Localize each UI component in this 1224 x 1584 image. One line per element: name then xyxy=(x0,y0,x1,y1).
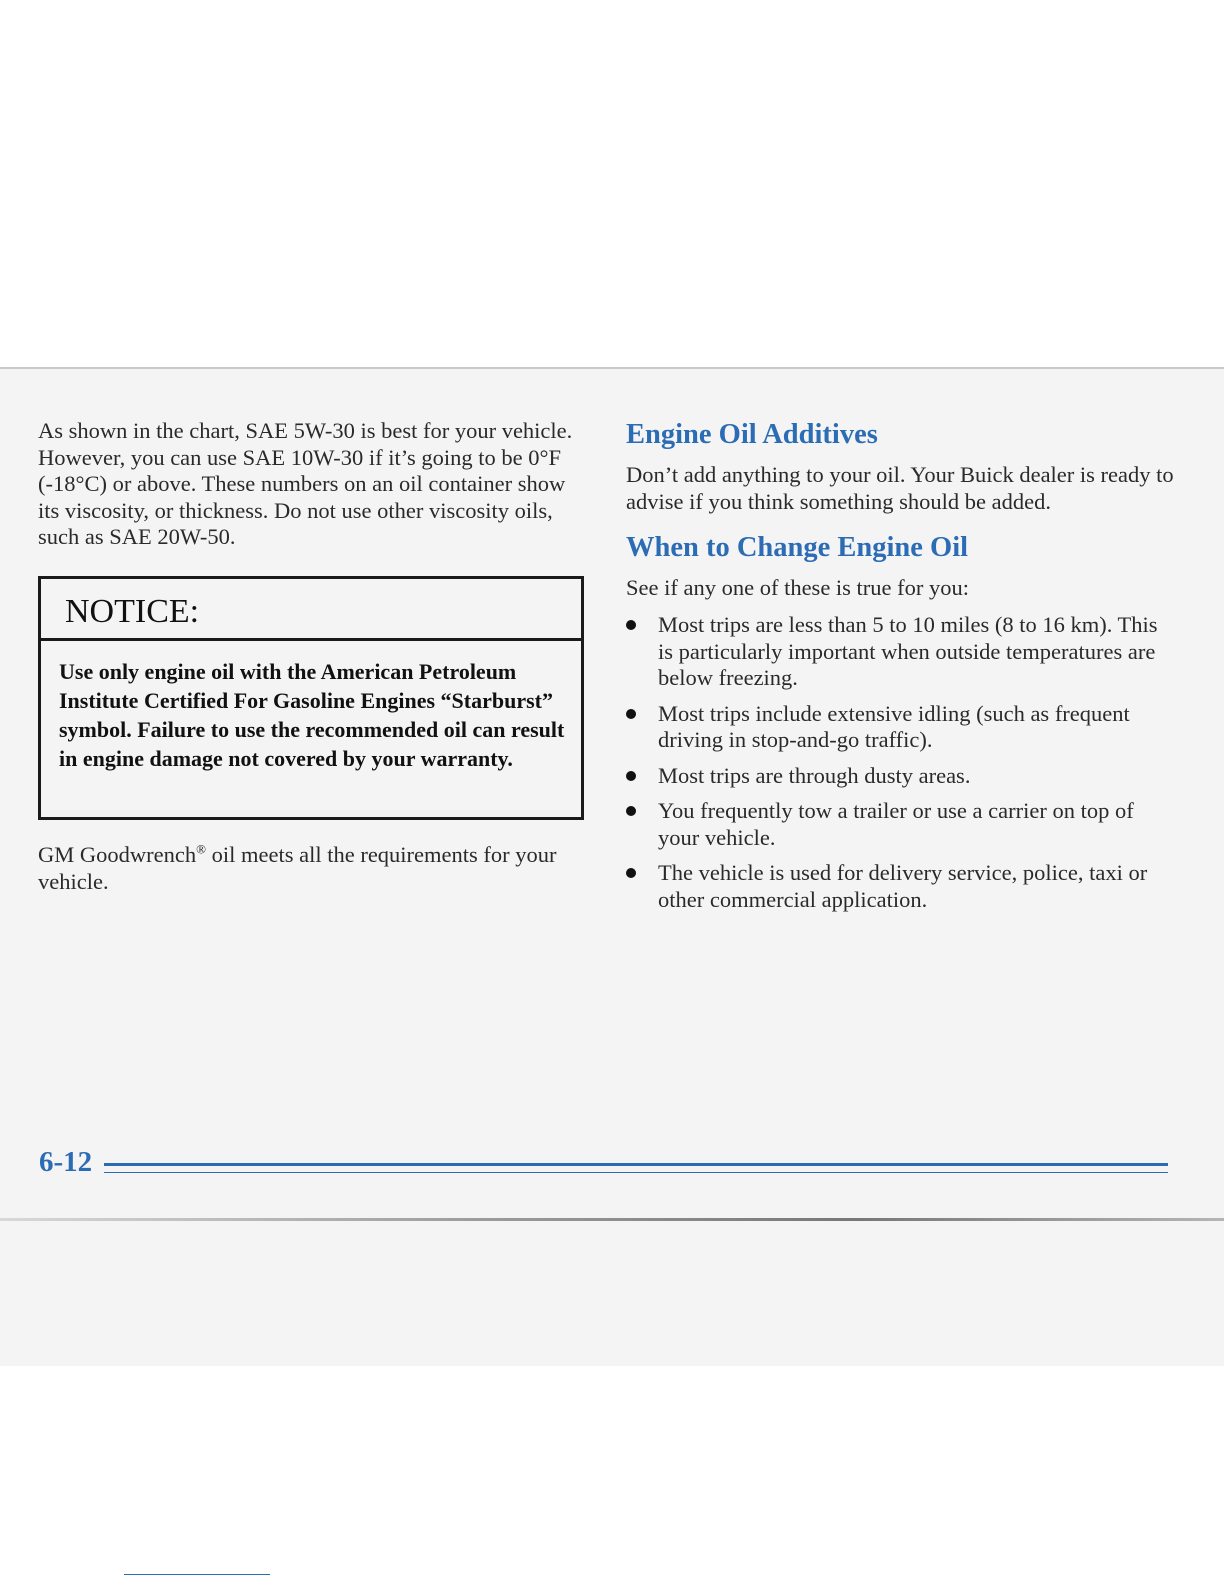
registered-mark: ® xyxy=(196,841,206,857)
footer-rule-thin xyxy=(104,1172,1168,1173)
list-item xyxy=(626,860,1171,913)
change-oil-intro: See if any one of these is true for you: xyxy=(626,575,970,600)
list-item-text: You frequently tow a trailer or use a carrier on top of your vehicle. xyxy=(658,798,1134,850)
list-item xyxy=(626,798,1171,851)
bottom-divider xyxy=(0,1218,1224,1221)
goodwrench-text-start: GM Goodwrench xyxy=(38,842,197,867)
top-divider xyxy=(0,367,1224,369)
page-number: 6-12 xyxy=(39,1146,93,1178)
additives-paragraph: Don’t add anything to your oil. Your Buick dealer is ready to advise if you think something should be added. xyxy=(626,462,1174,514)
intro-paragraph: As shown in the chart, SAE 5W-30 is best for your vehicle. However, you can use SAE 10W-30 if it’s going to be 0°F (-18°C) or above. These numbers on an oil container show its viscosity, or thickness. Do not use other viscosity oils, such as SAE 20W-50. xyxy=(38,418,573,549)
left-column xyxy=(38,418,588,551)
goodwrench-text-end: oil meets all the requirements for your vehicle. xyxy=(38,842,557,894)
footer-rule xyxy=(104,1163,1168,1166)
list-item xyxy=(626,763,1171,790)
list-item-text: The vehicle is used for delivery service, police, taxi or other commercial application. xyxy=(658,860,1148,912)
list-item-text: Most trips are less than 5 to 10 miles (8 to 16 km). This is particularly important when outside temperatures are below freezing. xyxy=(658,612,1158,690)
bullet-icon xyxy=(626,709,636,719)
bullet-icon xyxy=(626,806,636,816)
bottom-margin-rule xyxy=(124,1574,270,1575)
additives-heading: Engine Oil Additives xyxy=(626,419,878,450)
list-item-text: Most trips are through dusty areas. xyxy=(658,762,971,788)
notice-body: Use only engine oil with the American Petroleum Institute Certified For Gasoline Engines “Starburst” symbol. Failure to use the recommended oil can result in engine damage not covered by your warranty. xyxy=(59,659,565,771)
bullet-icon xyxy=(626,771,636,781)
goodwrench-paragraph xyxy=(38,842,588,895)
list-item xyxy=(626,612,1171,692)
change-oil-heading: When to Change Engine Oil xyxy=(626,532,969,563)
notice-box xyxy=(38,576,584,820)
bullet-icon xyxy=(626,868,636,878)
bullet-icon xyxy=(626,620,636,630)
list-item xyxy=(626,701,1171,754)
notice-title: NOTICE: xyxy=(41,579,581,641)
change-conditions-list xyxy=(626,612,1171,922)
list-item-text: Most trips include extensive idling (such as frequent driving in stop-and-go traffic). xyxy=(658,700,1130,752)
